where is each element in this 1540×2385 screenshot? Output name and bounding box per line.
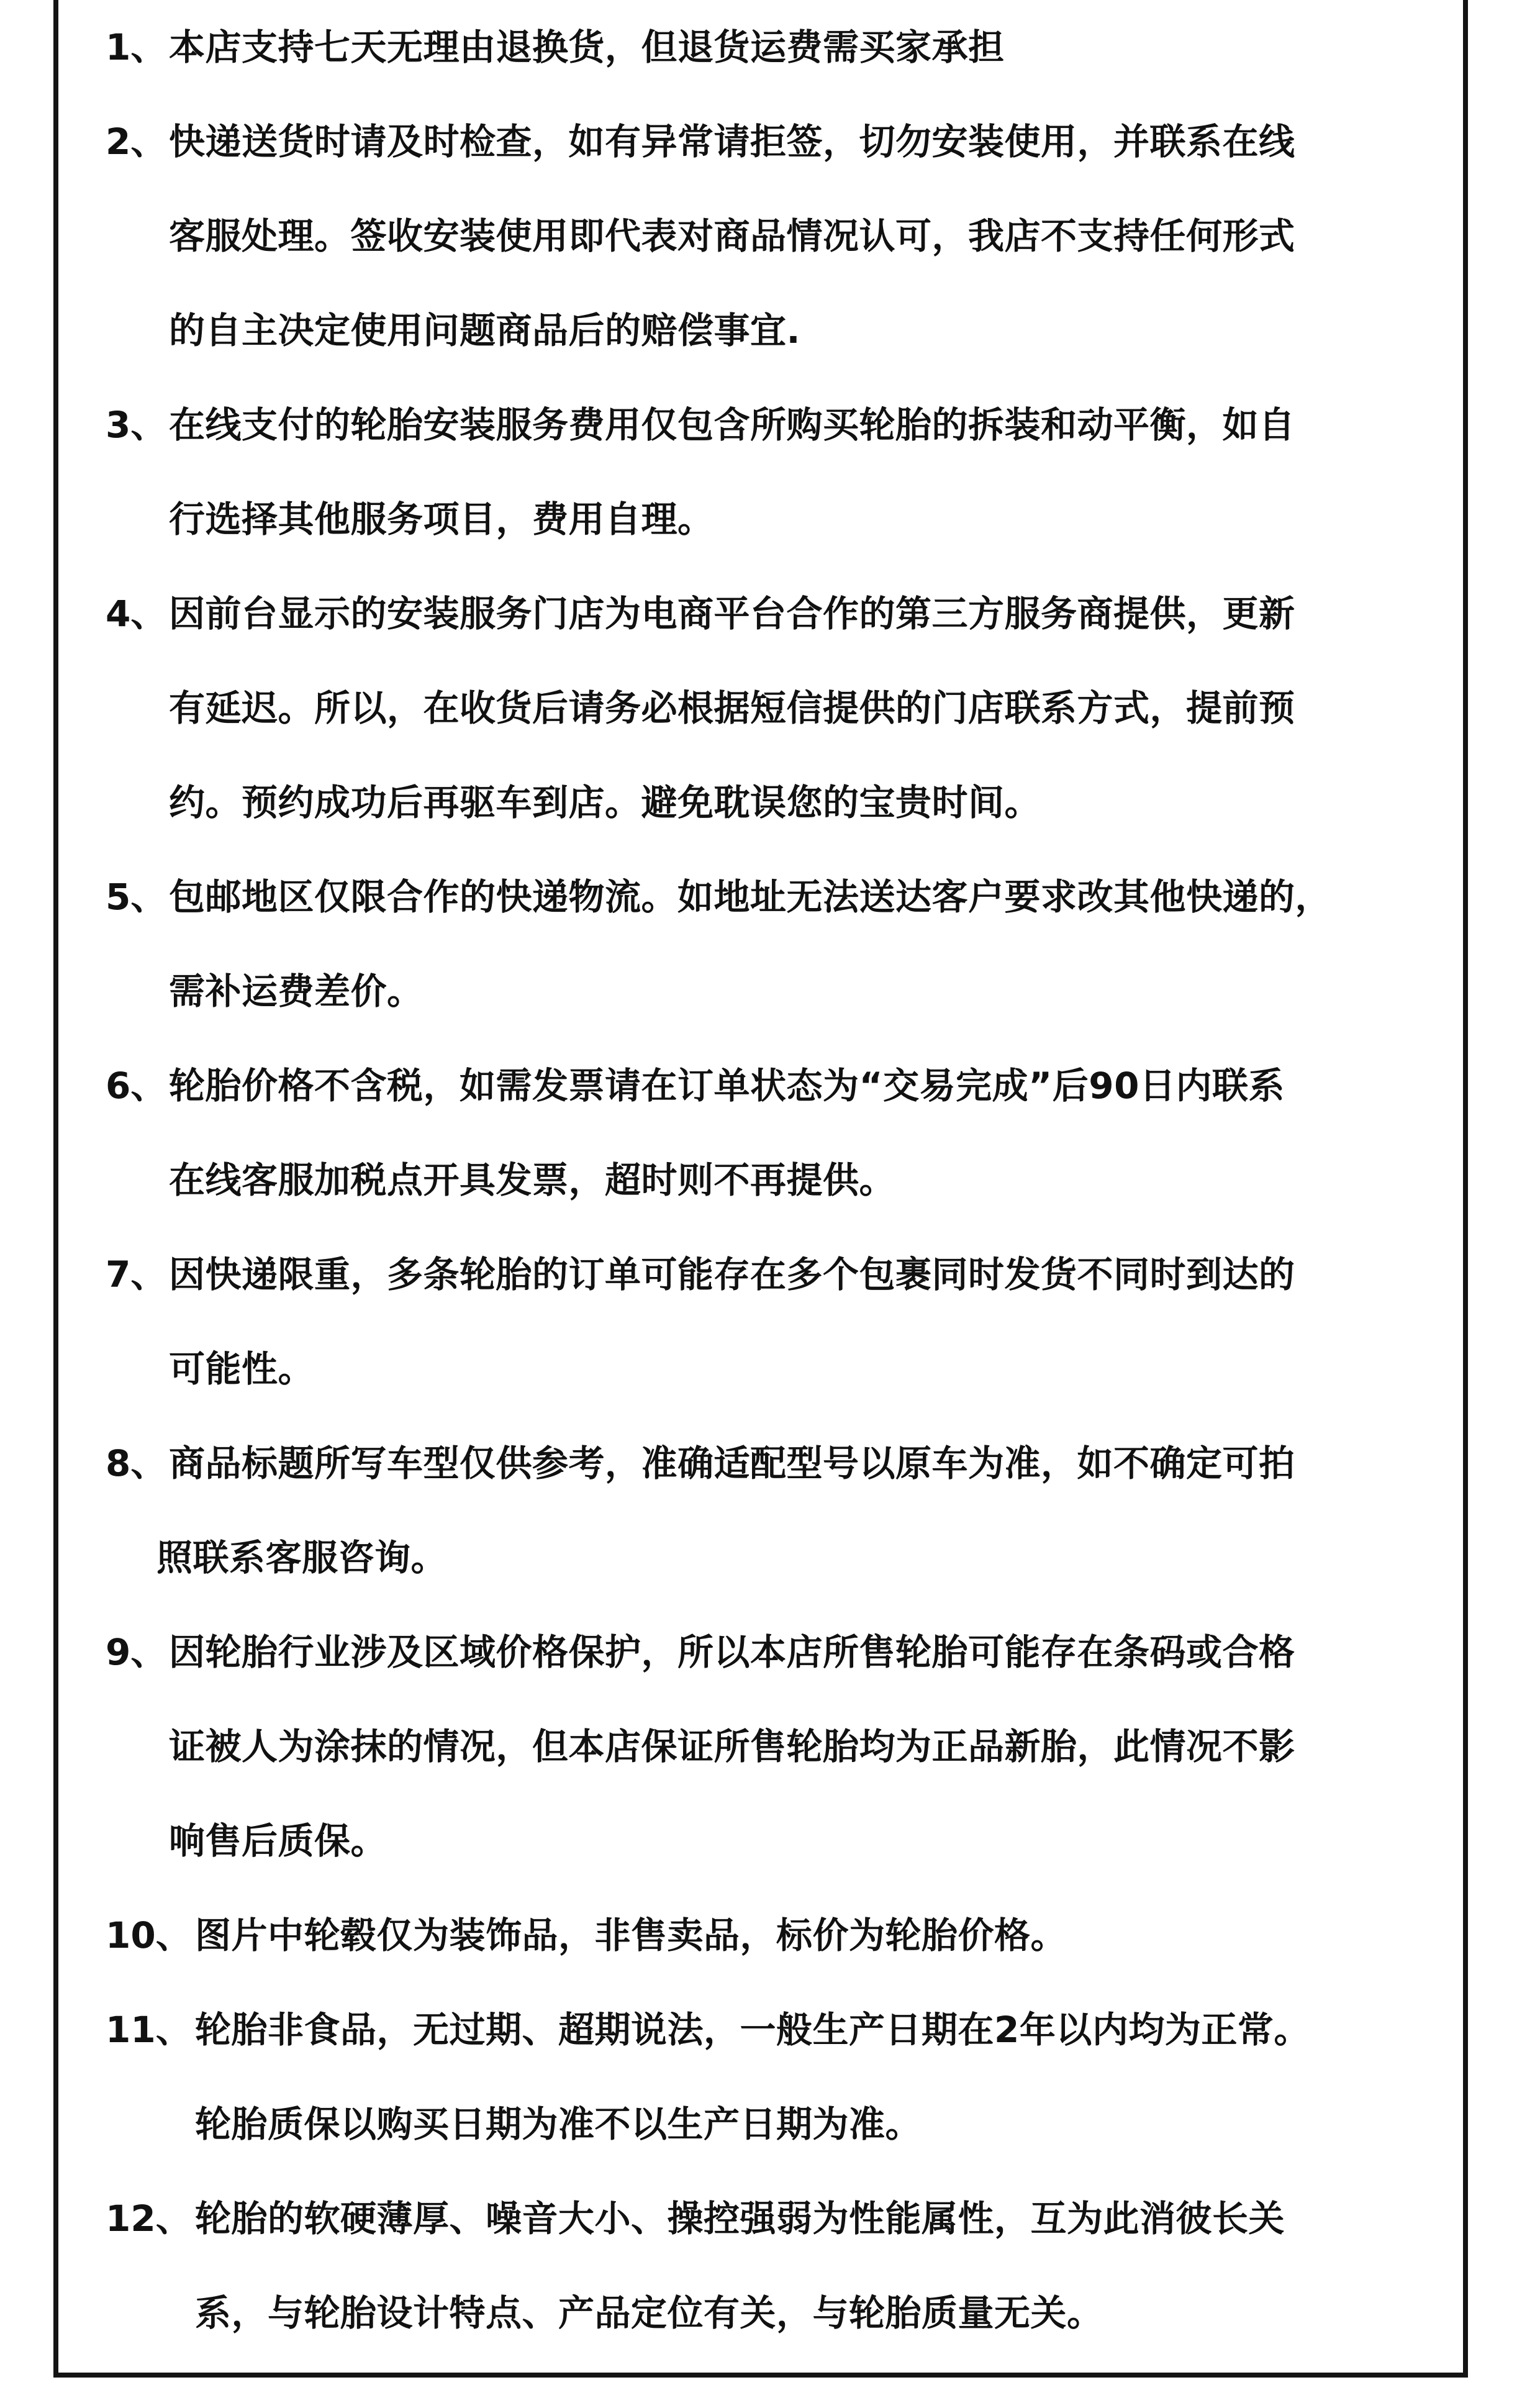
policy-item-1	[106, 0, 1447, 94]
item-number: 10、	[106, 1914, 192, 1956]
item-line: 有延迟。所以，在收货后请务必根据短信提供的门店联系方式，提前预	[169, 687, 1295, 729]
item-text	[156, 1416, 1447, 1605]
item-text	[169, 850, 1447, 1038]
item-text	[169, 566, 1447, 850]
item-line: 系，与轮胎设计特点、产品定位有关，与轮胎质量无关。	[195, 2292, 1103, 2334]
item-text	[169, 0, 1447, 94]
item-number: 7、	[106, 1253, 167, 1296]
item-line: 响售后质保。	[169, 1820, 387, 1862]
policy-item-7	[106, 1227, 1447, 1416]
item-line: 客服处理。签收安装使用即代表对商品情况认可，我店不支持任何形式	[169, 215, 1295, 257]
item-text	[169, 1605, 1447, 1888]
item-line: 证被人为涂抹的情况，但本店保证所售轮胎均为正品新胎，此情况不影	[169, 1725, 1295, 1768]
item-number: 2、	[106, 120, 167, 163]
policy-item-3	[106, 378, 1447, 566]
item-text	[195, 2171, 1447, 2360]
item-number: 12、	[106, 2197, 192, 2240]
item-number: 8、	[106, 1442, 167, 1484]
policy-item-5	[106, 850, 1447, 1038]
item-line: 可能性。	[169, 1348, 315, 1390]
item-line: 行选择其他服务项目，费用自理。	[169, 498, 714, 540]
item-line: 在线客服加税点开具发票，超时则不再提供。	[169, 1159, 896, 1201]
item-line: 照联系客服咨询。	[156, 1537, 448, 1579]
policy-item-10	[106, 1888, 1447, 1983]
item-line: 轮胎质保以购买日期为准不以生产日期为准。	[195, 2103, 922, 2145]
item-number: 4、	[106, 593, 167, 635]
item-line: 的自主决定使用问题商品后的赔偿事宜.	[169, 309, 801, 352]
policy-item-12	[106, 2171, 1447, 2360]
item-line: 快递送货时请及时检查，如有异常请拒签，切勿安装使用，并联系在线	[169, 120, 1295, 163]
item-line: 轮胎的软硬薄厚、噪音大小、操控强弱为性能属性，互为此消彼长关	[195, 2197, 1285, 2240]
item-number: 3、	[106, 404, 167, 446]
item-line: 在线支付的轮胎安装服务费用仅包含所购买轮胎的拆装和动平衡，如自	[169, 404, 1295, 446]
item-line: 因快递限重，多条轮胎的订单可能存在多个包裹同时发货不同时到达的	[169, 1253, 1295, 1296]
policy-list	[106, 0, 1447, 2360]
item-line: 轮胎价格不含税，如需发票请在订单状态为“交易完成”后90日内联系	[169, 1065, 1285, 1107]
item-line: 约。预约成功后再驱车到店。避免耽误您的宝贵时间。	[169, 781, 1041, 824]
item-line: 因轮胎行业涉及区域价格保护，所以本店所售轮胎可能存在条码或合格	[169, 1631, 1295, 1673]
item-text	[169, 94, 1447, 378]
item-number: 5、	[106, 876, 167, 918]
item-number: 9、	[106, 1631, 167, 1673]
item-line: 图片中轮毂仅为装饰品，非售卖品，标价为轮胎价格。	[195, 1914, 1067, 1956]
policy-item-8	[106, 1416, 1447, 1605]
item-text	[195, 1983, 1447, 2171]
item-number: 11、	[106, 2009, 192, 2051]
item-text	[169, 378, 1447, 566]
item-line: 轮胎非食品，无过期、超期说法，一般生产日期在2年以内均为正常。	[195, 2009, 1310, 2051]
item-line: 本店支持七天无理由退换货，但退货运费需买家承担	[169, 26, 1005, 68]
item-text	[169, 1227, 1447, 1416]
item-line: 需补运费差价。	[169, 970, 424, 1012]
policy-item-9	[106, 1605, 1447, 1888]
item-text	[169, 1038, 1447, 1227]
policy-item-2	[106, 94, 1447, 378]
policy-item-6	[106, 1038, 1447, 1227]
policy-item-4	[106, 566, 1447, 850]
item-line: 因前台显示的安装服务门店为电商平台合作的第三方服务商提供，更新	[169, 593, 1295, 635]
item-text	[195, 1888, 1447, 1983]
item-number: 1、	[106, 26, 167, 68]
item-number: 6、	[106, 1065, 167, 1107]
item-line: 包邮地区仅限合作的快递物流。如地址无法送达客户要求改其他快递的，	[169, 876, 1332, 918]
item-line: 商品标题所写车型仅供参考，准确适配型号以原车为准，如不确定可拍	[169, 1442, 1295, 1484]
policy-item-11	[106, 1983, 1447, 2171]
